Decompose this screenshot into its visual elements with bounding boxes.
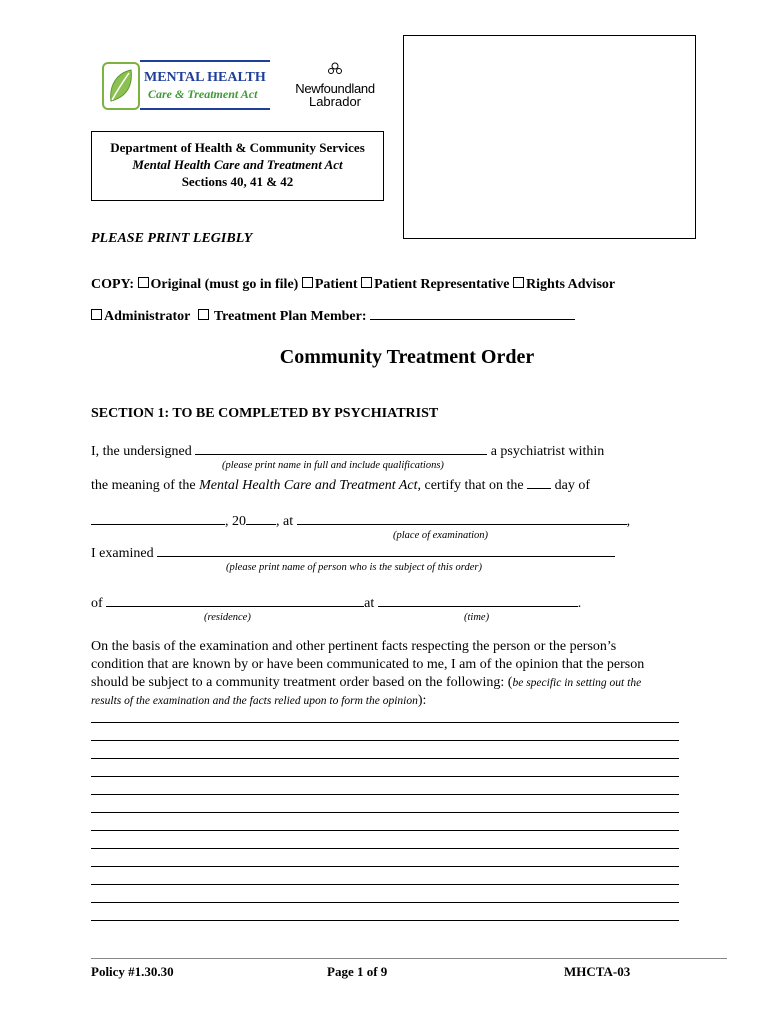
checkbox-rights-advisor[interactable] [513, 277, 524, 288]
examined-line [91, 544, 615, 563]
writing-line[interactable] [91, 794, 679, 795]
hint-residence: (residence) [204, 612, 251, 623]
nl-government-logo [290, 62, 380, 108]
meaning-line [91, 476, 590, 495]
footer-divider [91, 958, 727, 959]
writing-line[interactable] [91, 920, 679, 921]
pitcher-plant-icon [326, 62, 344, 76]
year-field[interactable] [246, 512, 276, 525]
footer-code: MHCTA-03 [564, 964, 631, 979]
hint-name: (please print name in full and include qualifications) [222, 460, 444, 471]
psychiatrist-name-field[interactable] [195, 442, 487, 455]
mental-health-logo [100, 58, 270, 110]
examined-label: I examined [91, 546, 154, 561]
copy-option-treatment-plan-member: Treatment Plan Member: [213, 309, 367, 324]
meaning-label: the meaning of the [91, 478, 196, 493]
footer-page: Page 1 of 9 [327, 964, 388, 979]
treatment-plan-member-field[interactable] [370, 307, 575, 320]
undersigned-label: I, the undersigned [91, 444, 192, 459]
of-label: of [91, 596, 103, 611]
certify-label: , certify that on the [417, 478, 524, 493]
checkbox-treatment-plan-member[interactable] [198, 309, 209, 320]
please-print-note: PLEASE PRINT LEGIBLY [91, 231, 253, 246]
basis-line4-italic: results of the examination and the facts relied upon to form the opinion [91, 695, 418, 707]
section1-heading: SECTION 1: TO BE COMPLETED BY PSYCHIATRIST [91, 406, 439, 421]
person-name-field[interactable] [157, 544, 615, 557]
comma: , [626, 514, 631, 529]
basis-line4-text: ): [417, 693, 427, 708]
basis-line1: On the basis of the examination and other pertinent facts respecting the person or the person’s [91, 639, 617, 654]
hint-place: (place of examination) [393, 530, 489, 541]
copy-option-patient-representative: Patient Representative [374, 277, 510, 292]
checkbox-administrator[interactable] [91, 309, 102, 320]
year-prefix: , 20 [225, 514, 246, 529]
month-field[interactable] [91, 512, 225, 525]
label-box [403, 35, 696, 239]
at-time-label: at [364, 596, 375, 611]
writing-line[interactable] [91, 884, 679, 885]
department-line1: Department of Health & Community Services [110, 140, 365, 155]
nl-line2: Labrador [308, 94, 362, 109]
footer-policy: Policy #1.30.30 [91, 964, 174, 979]
psychiatrist-line [91, 442, 604, 461]
copy-label: COPY: [91, 277, 135, 292]
checkbox-patient-representative[interactable] [361, 277, 372, 288]
writing-line[interactable] [91, 902, 679, 903]
writing-line[interactable] [91, 740, 679, 741]
copy-row-1 [91, 277, 615, 293]
basis-line3 [91, 674, 701, 692]
logo-title: MENTAL HEALTH [144, 70, 266, 85]
copy-option-original: Original (must go in file) [150, 277, 299, 292]
writing-line[interactable] [91, 722, 679, 723]
copy-option-administrator: Administrator [104, 309, 191, 324]
residence-time-line [91, 594, 581, 613]
time-field[interactable] [378, 594, 578, 607]
act-name: Mental Health Care and Treatment Act [199, 478, 418, 493]
basis-paragraph [91, 638, 701, 710]
place-field[interactable] [297, 512, 627, 525]
residence-field[interactable] [106, 594, 364, 607]
day-field[interactable] [527, 476, 551, 489]
copy-row-2 [91, 307, 575, 325]
writing-line[interactable] [91, 830, 679, 831]
period: . [577, 596, 582, 611]
form-title: Community Treatment Order [279, 346, 535, 368]
basis-line3-italic: be specific in setting out the [512, 677, 642, 689]
basis-line4 [91, 692, 701, 710]
basis-line3-text: should be subject to a community treatment order based on the following: ( [91, 675, 513, 690]
checkbox-original[interactable] [138, 277, 149, 288]
department-line3: Sections 40, 41 & 42 [181, 174, 294, 189]
copy-option-rights-advisor: Rights Advisor [526, 277, 616, 292]
basis-line2: condition that are known by or have been communicated to me, I am of the opinion that the person [91, 657, 645, 672]
copy-option-patient: Patient [314, 277, 358, 292]
department-box [91, 131, 384, 201]
writing-line[interactable] [91, 848, 679, 849]
day-of-label: day of [554, 478, 591, 493]
logo-subtitle: Care & Treatment Act [148, 87, 258, 101]
at-label: , at [276, 514, 294, 529]
hint-time: (time) [464, 612, 490, 623]
checkbox-patient[interactable] [302, 277, 313, 288]
writing-line[interactable] [91, 758, 679, 759]
nl-line1: Newfoundland [295, 81, 375, 96]
writing-line[interactable] [91, 776, 679, 777]
department-line2: Mental Health Care and Treatment Act [132, 157, 343, 172]
date-place-line [91, 512, 630, 531]
writing-line[interactable] [91, 866, 679, 867]
hint-person: (please print name of person who is the subject of this order) [226, 562, 482, 573]
psychiatrist-within-label: a psychiatrist within [490, 444, 605, 459]
leaf-icon [102, 62, 140, 110]
writing-line[interactable] [91, 812, 679, 813]
